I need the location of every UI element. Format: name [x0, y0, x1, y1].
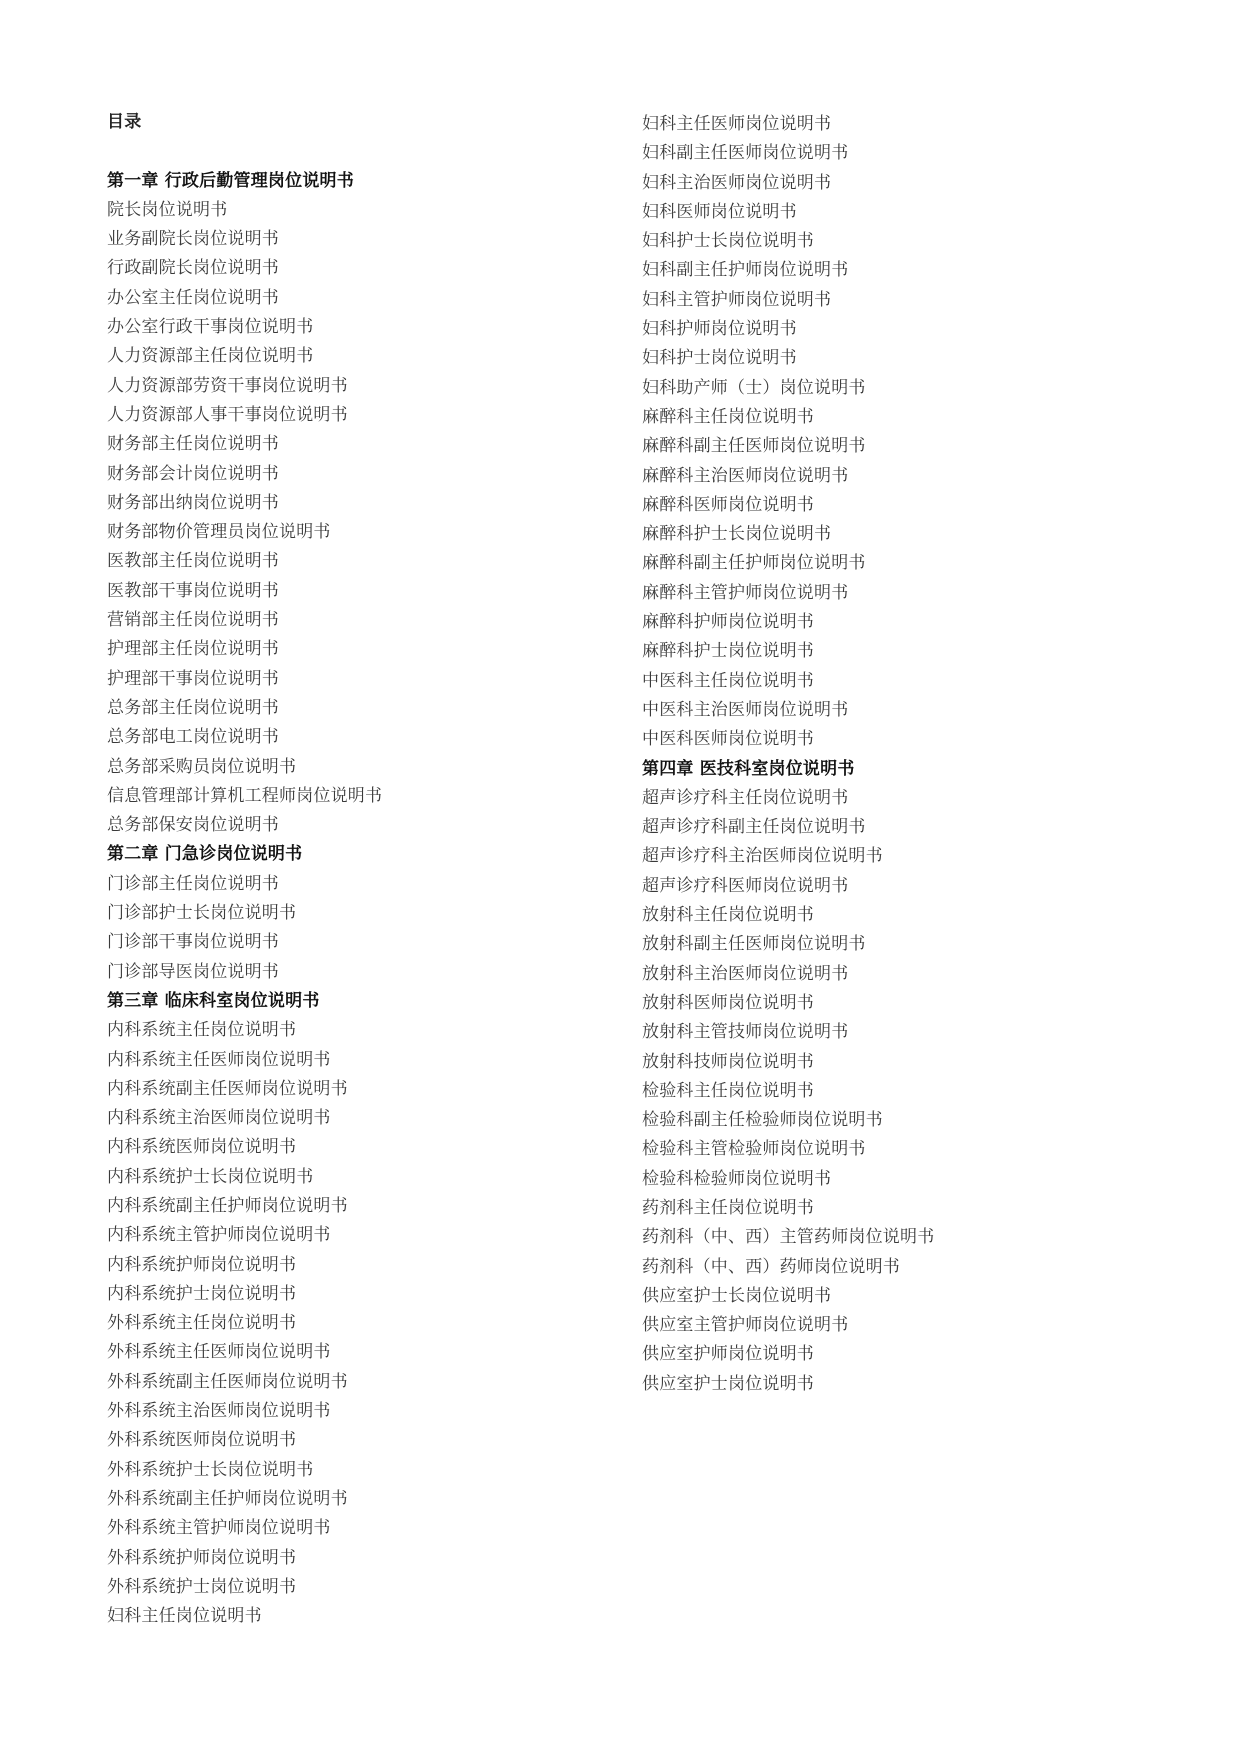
toc-entry[interactable]: 妇科医师岗位说明书 [642, 201, 797, 222]
toc-entry[interactable]: 医教部主任岗位说明书 [107, 551, 279, 572]
toc-entry[interactable]: 超声诊疗科主治医师岗位说明书 [642, 846, 883, 867]
toc-entry[interactable]: 外科系统副主任护师岗位说明书 [107, 1488, 348, 1509]
toc-entry[interactable]: 财务部物价管理员岗位说明书 [107, 522, 331, 543]
toc-entry[interactable]: 人力资源部劳资干事岗位说明书 [107, 375, 348, 396]
toc-entry[interactable]: 院长岗位说明书 [107, 199, 228, 220]
toc-entry[interactable]: 检验科检验师岗位说明书 [642, 1168, 832, 1189]
toc-entry[interactable]: 麻醉科护师岗位说明书 [642, 612, 814, 633]
toc-entry[interactable]: 中医科主治医师岗位说明书 [642, 699, 849, 720]
toc-entry[interactable]: 妇科护士岗位说明书 [642, 348, 797, 369]
toc-entry[interactable]: 麻醉科主管护师岗位说明书 [642, 582, 849, 603]
toc-entry[interactable]: 内科系统医师岗位说明书 [107, 1137, 297, 1158]
toc-entry[interactable]: 放射科主任岗位说明书 [642, 905, 814, 926]
toc-left-list [107, 167, 382, 1632]
toc-entry[interactable]: 内科系统主治医师岗位说明书 [107, 1108, 331, 1129]
toc-entry[interactable]: 内科系统主任岗位说明书 [107, 1020, 297, 1041]
toc-entry[interactable]: 检验科副主任检验师岗位说明书 [642, 1110, 883, 1131]
toc-entry[interactable]: 外科系统副主任医师岗位说明书 [107, 1371, 348, 1392]
toc-entry[interactable]: 门诊部护士长岗位说明书 [107, 903, 297, 924]
toc-entry[interactable]: 外科系统护士岗位说明书 [107, 1576, 297, 1597]
toc-entry[interactable]: 外科系统医师岗位说明书 [107, 1430, 297, 1451]
toc-entry[interactable]: 业务副院长岗位说明书 [107, 229, 279, 250]
chapter-heading: 第一章 行政后勤管理岗位说明书 [107, 170, 354, 191]
toc-entry[interactable]: 妇科主管护师岗位说明书 [642, 289, 832, 310]
toc-title: 目录 [107, 112, 142, 132]
toc-entry[interactable]: 内科系统主管护师岗位说明书 [107, 1225, 331, 1246]
toc-entry[interactable]: 药剂科主任岗位说明书 [642, 1197, 814, 1218]
toc-entry[interactable]: 放射科主管技师岗位说明书 [642, 1022, 849, 1043]
toc-entry[interactable]: 内科系统护师岗位说明书 [107, 1254, 297, 1275]
toc-entry[interactable]: 内科系统副主任护师岗位说明书 [107, 1195, 348, 1216]
toc-entry[interactable]: 供应室护士长岗位说明书 [642, 1285, 832, 1306]
toc-entry[interactable]: 财务部主任岗位说明书 [107, 434, 279, 455]
toc-entry[interactable]: 麻醉科主治医师岗位说明书 [642, 465, 849, 486]
toc-entry[interactable]: 门诊部导医岗位说明书 [107, 961, 279, 982]
toc-entry[interactable]: 外科系统主治医师岗位说明书 [107, 1401, 331, 1422]
toc-entry[interactable]: 妇科副主任护师岗位说明书 [642, 260, 849, 281]
toc-entry[interactable]: 超声诊疗科主任岗位说明书 [642, 787, 849, 808]
chapter-heading: 第三章 临床科室岗位说明书 [107, 990, 320, 1011]
chapter-heading: 第四章 医技科室岗位说明书 [642, 758, 855, 779]
toc-entry[interactable]: 内科系统护士长岗位说明书 [107, 1166, 314, 1187]
toc-entry[interactable]: 放射科技师岗位说明书 [642, 1051, 814, 1072]
toc-entry[interactable]: 妇科护师岗位说明书 [642, 319, 797, 340]
toc-entry[interactable]: 信息管理部计算机工程师岗位说明书 [107, 785, 383, 806]
toc-entry[interactable]: 检验科主任岗位说明书 [642, 1080, 814, 1101]
toc-entry[interactable]: 总务部保安岗位说明书 [107, 815, 279, 836]
toc-entry[interactable]: 门诊部干事岗位说明书 [107, 932, 279, 953]
toc-entry[interactable]: 麻醉科副主任护师岗位说明书 [642, 553, 866, 574]
toc-right-list [642, 110, 934, 1399]
toc-entry[interactable]: 妇科主任岗位说明书 [107, 1606, 262, 1627]
toc-entry[interactable]: 麻醉科护士长岗位说明书 [642, 524, 832, 545]
toc-entry[interactable]: 财务部会计岗位说明书 [107, 463, 279, 484]
toc-entry[interactable]: 总务部采购员岗位说明书 [107, 756, 297, 777]
toc-entry[interactable]: 护理部主任岗位说明书 [107, 639, 279, 660]
toc-entry[interactable]: 护理部干事岗位说明书 [107, 668, 279, 689]
toc-entry[interactable]: 药剂科（中、西）主管药师岗位说明书 [642, 1227, 935, 1248]
toc-entry[interactable]: 外科系统护士长岗位说明书 [107, 1459, 314, 1480]
toc-entry[interactable]: 检验科主管检验师岗位说明书 [642, 1139, 866, 1160]
toc-entry[interactable]: 放射科医师岗位说明书 [642, 992, 814, 1013]
toc-entry[interactable]: 外科系统主任岗位说明书 [107, 1313, 297, 1334]
toc-entry[interactable]: 总务部主任岗位说明书 [107, 697, 279, 718]
toc-entry[interactable]: 妇科主任医师岗位说明书 [642, 114, 832, 134]
toc-entry[interactable]: 中医科医师岗位说明书 [642, 729, 814, 750]
toc-entry[interactable]: 供应室护士岗位说明书 [642, 1373, 814, 1394]
toc-entry[interactable]: 中医科主任岗位说明书 [642, 670, 814, 691]
toc-entry[interactable]: 外科系统主任医师岗位说明书 [107, 1342, 331, 1363]
toc-entry[interactable]: 财务部出纳岗位说明书 [107, 492, 279, 513]
toc-entry[interactable]: 医教部干事岗位说明书 [107, 580, 279, 601]
toc-entry[interactable]: 外科系统主管护师岗位说明书 [107, 1518, 331, 1539]
toc-entry[interactable]: 人力资源部主任岗位说明书 [107, 346, 314, 367]
toc-entry[interactable]: 供应室主管护师岗位说明书 [642, 1315, 849, 1336]
chapter-heading: 第二章 门急诊岗位说明书 [107, 844, 303, 865]
toc-entry[interactable]: 内科系统护士岗位说明书 [107, 1283, 297, 1304]
toc-entry[interactable]: 麻醉科主任岗位说明书 [642, 406, 814, 427]
toc-entry[interactable]: 麻醉科医师岗位说明书 [642, 494, 814, 515]
toc-entry[interactable]: 办公室行政干事岗位说明书 [107, 317, 314, 338]
toc-entry[interactable]: 总务部电工岗位说明书 [107, 727, 279, 748]
toc-entry[interactable]: 超声诊疗科副主任岗位说明书 [642, 817, 866, 838]
toc-entry[interactable]: 妇科主治医师岗位说明书 [642, 172, 832, 193]
toc-entry[interactable]: 妇科护士长岗位说明书 [642, 231, 814, 252]
toc-entry[interactable]: 药剂科（中、西）药师岗位说明书 [642, 1256, 900, 1277]
toc-entry[interactable]: 外科系统护师岗位说明书 [107, 1547, 297, 1568]
title-spacer [107, 137, 382, 166]
toc-entry[interactable]: 办公室主任岗位说明书 [107, 287, 279, 308]
toc-entry[interactable]: 超声诊疗科医师岗位说明书 [642, 875, 849, 896]
toc-entry[interactable]: 内科系统主任医师岗位说明书 [107, 1049, 331, 1070]
toc-entry[interactable]: 妇科副主任医师岗位说明书 [642, 143, 849, 164]
toc-entry[interactable]: 行政副院长岗位说明书 [107, 258, 279, 279]
toc-entry[interactable]: 麻醉科护士岗位说明书 [642, 641, 814, 662]
toc-entry[interactable]: 妇科助产师（士）岗位说明书 [642, 377, 866, 398]
toc-entry[interactable]: 门诊部主任岗位说明书 [107, 873, 279, 894]
toc-entry[interactable]: 放射科主治医师岗位说明书 [642, 963, 849, 984]
toc-entry[interactable]: 麻醉科副主任医师岗位说明书 [642, 436, 866, 457]
toc-right-column [642, 110, 934, 1399]
toc-entry[interactable]: 人力资源部人事干事岗位说明书 [107, 404, 348, 425]
toc-entry[interactable]: 放射科副主任医师岗位说明书 [642, 934, 866, 955]
toc-left-column [107, 108, 382, 1631]
toc-entry[interactable]: 营销部主任岗位说明书 [107, 610, 279, 631]
toc-entry[interactable]: 内科系统副主任医师岗位说明书 [107, 1078, 348, 1099]
toc-entry[interactable]: 供应室护师岗位说明书 [642, 1344, 814, 1365]
